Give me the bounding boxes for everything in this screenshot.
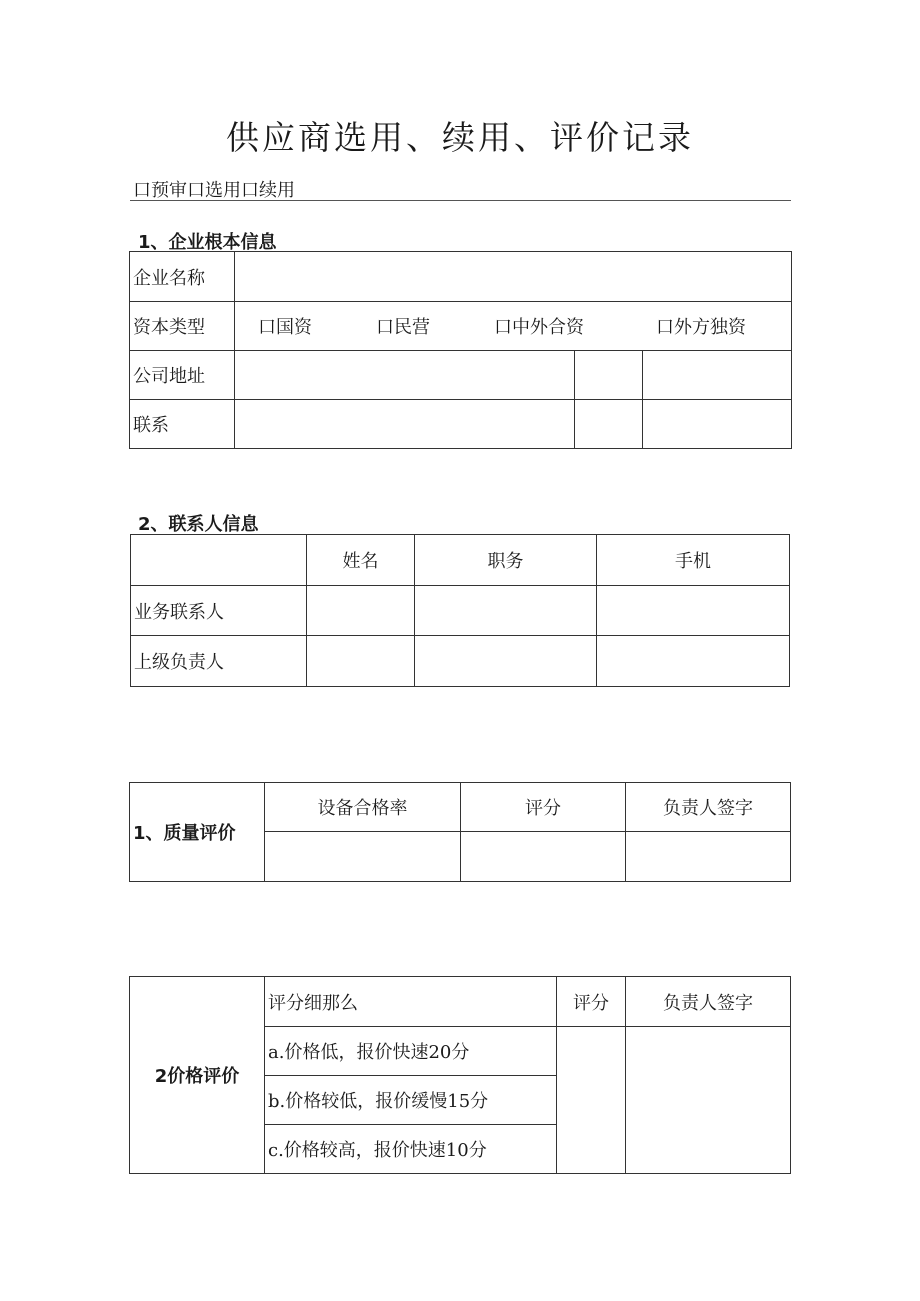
supervisor-position-field[interactable]	[415, 636, 597, 687]
contact-extra-field-1[interactable]	[575, 400, 643, 449]
business-contact-label: 业务联系人	[131, 586, 307, 636]
criterion-b: b.价格较低，报价缓慢15分	[265, 1076, 557, 1125]
contact-field[interactable]	[235, 400, 575, 449]
page-title: 供应商选用、续用、评价记录	[226, 118, 694, 157]
price-evaluation-label: 2价格评价	[130, 977, 265, 1174]
address-extra-field-1[interactable]	[575, 351, 643, 400]
col-mobile-header: 手机	[597, 535, 790, 586]
title-divider	[130, 200, 791, 201]
col-position-header: 职务	[415, 535, 597, 586]
company-info-table	[129, 251, 792, 449]
address-label: 公司地址	[130, 351, 235, 400]
price-score-header: 评分	[557, 977, 626, 1027]
equipment-pass-rate-header: 设备合格率	[265, 783, 461, 832]
supervisor-mobile-field[interactable]	[597, 636, 790, 687]
quality-signature-field[interactable]	[626, 832, 791, 882]
capital-option-joint-venture[interactable]: 口中外合资	[494, 317, 584, 338]
price-score-field[interactable]	[557, 1027, 626, 1174]
capital-type-label: 资本类型	[130, 302, 235, 351]
equipment-pass-rate-field[interactable]	[265, 832, 461, 882]
company-name-label: 企业名称	[130, 252, 235, 302]
capital-option-foreign[interactable]: 口外方独资	[656, 317, 746, 338]
review-type-checkboxes[interactable]: 口预审口选用口续用	[133, 180, 295, 201]
supervisor-label: 上级负责人	[131, 636, 307, 687]
quality-evaluation-label: 1、质量评价	[130, 783, 265, 882]
price-signature-header: 负责人签字	[626, 977, 791, 1027]
criterion-c: c.价格较高，报价快速10分	[265, 1125, 557, 1174]
quality-evaluation-table	[129, 782, 791, 882]
address-extra-field-2[interactable]	[643, 351, 792, 400]
section1-heading: 1、企业根本信息	[138, 232, 277, 253]
company-name-field[interactable]	[235, 252, 792, 302]
quality-signature-header: 负责人签字	[626, 783, 791, 832]
capital-option-state[interactable]: 口国资	[258, 317, 312, 338]
price-signature-field[interactable]	[626, 1027, 791, 1174]
supervisor-name-field[interactable]	[307, 636, 415, 687]
contact-label: 联系	[130, 400, 235, 449]
business-contact-position-field[interactable]	[415, 586, 597, 636]
capital-type-options	[235, 302, 792, 351]
quality-score-field[interactable]	[461, 832, 626, 882]
scoring-criteria-header: 评分细那么	[265, 977, 557, 1027]
capital-option-private[interactable]: 口民营	[376, 317, 430, 338]
contact-person-table	[130, 534, 790, 687]
col-name-header: 姓名	[307, 535, 415, 586]
criterion-a: a.价格低，报价快速20分	[265, 1027, 557, 1076]
price-evaluation-table	[129, 976, 791, 1174]
section2-heading: 2、联系人信息	[138, 514, 259, 535]
business-contact-name-field[interactable]	[307, 586, 415, 636]
business-contact-mobile-field[interactable]	[597, 586, 790, 636]
quality-score-header: 评分	[461, 783, 626, 832]
contact-extra-field-2[interactable]	[643, 400, 792, 449]
address-field[interactable]	[235, 351, 575, 400]
header-blank	[131, 535, 307, 586]
